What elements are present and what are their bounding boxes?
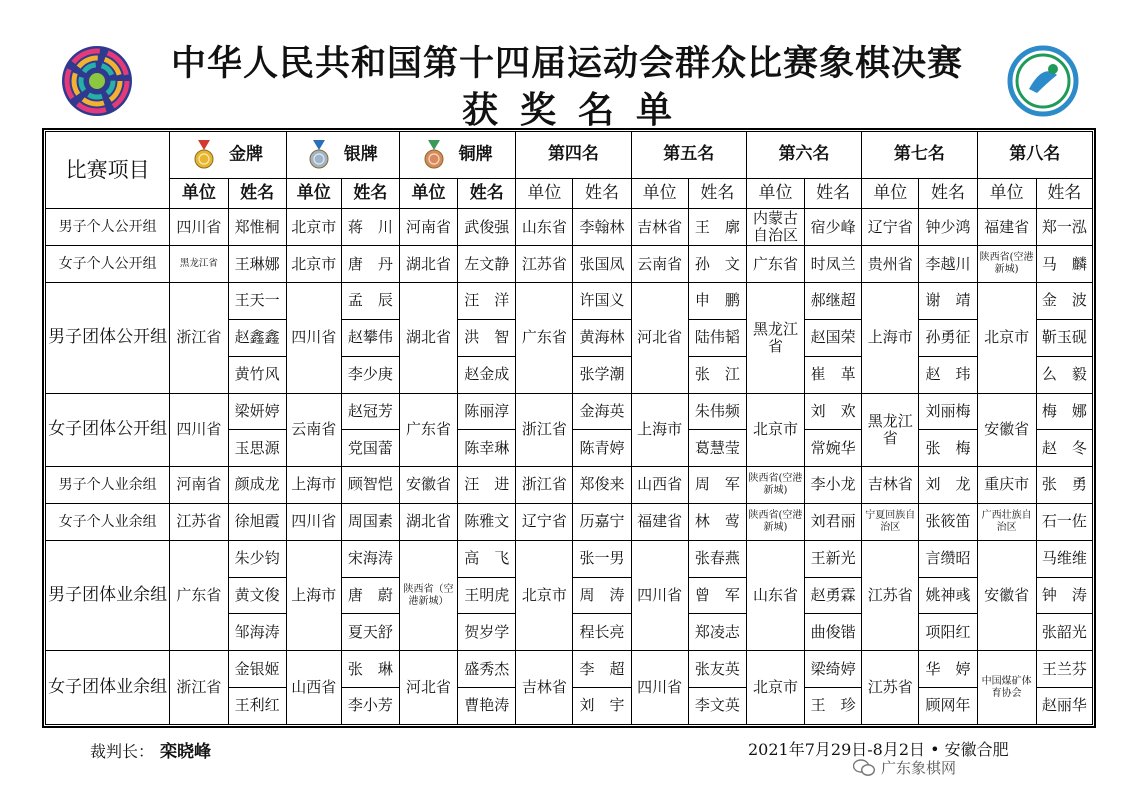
unit-cell: 吉林省 <box>631 209 688 246</box>
table-row <box>46 467 1093 504</box>
name-cell: 李小芳 <box>341 688 399 725</box>
unit-cell: 四川省 <box>170 209 228 246</box>
name-cell: 梅 娜 <box>1036 393 1092 430</box>
rank-label: 铜牌 <box>458 144 493 165</box>
unit-header: 单位 <box>170 179 228 209</box>
name-cell: 颜成龙 <box>228 467 286 504</box>
name-header: 姓名 <box>688 179 746 209</box>
name-cell: 李少庚 <box>341 356 399 393</box>
name-cell: 刘君丽 <box>805 503 862 540</box>
name-cell: 许国义 <box>573 283 631 320</box>
rank-label: 第六名 <box>778 144 830 165</box>
unit-cell: 广东省 <box>516 283 573 393</box>
unit-cell: 内蒙古自治区 <box>746 209 804 246</box>
unit-cell: 浙江省 <box>170 651 228 725</box>
name-cell: 李文英 <box>688 688 746 725</box>
name-cell: 张国凤 <box>573 246 631 283</box>
unit-cell: 四川省 <box>631 540 688 650</box>
name-cell: 徐旭霞 <box>228 503 286 540</box>
name-cell: 王兰芬 <box>1036 651 1092 688</box>
table-row <box>46 246 1093 283</box>
unit-cell: 安徽省 <box>977 393 1036 467</box>
rank-header <box>516 132 631 179</box>
unit-cell: 广东省 <box>746 246 804 283</box>
page-title: 中华人民共和国第十四届运动会群众比赛象棋决赛 <box>170 44 963 84</box>
unit-cell: 北京市 <box>286 209 341 246</box>
unit-cell: 四川省 <box>286 503 341 540</box>
name-cell: 赵丽华 <box>1036 688 1092 725</box>
name-cell: 玉思源 <box>228 430 286 467</box>
rank-header <box>631 132 746 179</box>
name-cell: 唐 丹 <box>341 246 399 283</box>
unit-cell: 江苏省 <box>862 540 919 650</box>
name-cell: 黄竹风 <box>228 356 286 393</box>
unit-cell: 湖北省 <box>399 283 457 393</box>
unit-header: 单位 <box>862 179 919 209</box>
unit-header: 单位 <box>516 179 573 209</box>
name-cell: 葛慧莹 <box>688 430 746 467</box>
name-cell: 陈雅文 <box>458 503 516 540</box>
table-row <box>46 651 1093 688</box>
unit-cell: 福建省 <box>977 209 1036 246</box>
name-cell: 张 琳 <box>341 651 399 688</box>
unit-cell: 上海市 <box>631 393 688 467</box>
name-cell: 贺岁学 <box>458 614 516 651</box>
name-cell: 陈丽淳 <box>458 393 516 430</box>
name-cell: 周 涛 <box>573 577 631 614</box>
rank-header <box>286 132 399 179</box>
referee <box>90 737 211 762</box>
name-cell: 洪 智 <box>458 319 516 356</box>
name-cell: 郑凌志 <box>688 614 746 651</box>
unit-cell: 宁夏回族自治区 <box>862 503 919 540</box>
name-cell: 王利红 <box>228 688 286 725</box>
name-cell: 黄海林 <box>573 319 631 356</box>
name-cell: 左文静 <box>458 246 516 283</box>
unit-cell: 吉林省 <box>862 467 919 504</box>
name-header: 姓名 <box>458 179 516 209</box>
event-name: 女子个人公开组 <box>46 246 170 283</box>
unit-cell: 河南省 <box>170 467 228 504</box>
name-cell: 孙 文 <box>688 246 746 283</box>
event-name: 女子个人业余组 <box>46 503 170 540</box>
name-cell: 常婉华 <box>805 430 862 467</box>
name-cell: 金海英 <box>573 393 631 430</box>
name-cell: 张 江 <box>688 356 746 393</box>
rank-label: 第四名 <box>547 144 599 165</box>
name-cell: 石一佐 <box>1036 503 1092 540</box>
name-cell: 宋海涛 <box>341 540 399 577</box>
name-cell: 朱伟频 <box>688 393 746 430</box>
rank-label: 金牌 <box>229 144 263 165</box>
header-row-ranks <box>46 132 1093 179</box>
table-row <box>46 283 1093 320</box>
unit-cell: 重庆市 <box>977 467 1036 504</box>
name-cell: 刘丽梅 <box>919 393 977 430</box>
unit-cell: 北京市 <box>977 283 1036 393</box>
unit-cell: 云南省 <box>631 246 688 283</box>
unit-cell: 黑龙江省 <box>746 283 804 393</box>
unit-cell: 河南省 <box>399 209 457 246</box>
date-place: 2021年7月29日-8月2日 • 安徽合肥 <box>748 740 1009 759</box>
unit-cell: 广东省 <box>170 540 228 650</box>
name-cell: 赵勇霖 <box>805 577 862 614</box>
name-cell: 马维维 <box>1036 540 1092 577</box>
unit-cell: 陕西省(空港新城) <box>746 503 804 540</box>
name-cell: 宿少峰 <box>805 209 862 246</box>
name-cell: 郑惟桐 <box>228 209 286 246</box>
unit-cell: 中国煤矿体育协会 <box>977 651 1036 725</box>
watermark <box>853 757 956 778</box>
rank-label: 银牌 <box>343 144 378 165</box>
unit-header: 单位 <box>286 179 341 209</box>
name-cell: 王新光 <box>805 540 862 577</box>
unit-cell: 河北省 <box>631 283 688 393</box>
name-cell: 谢 靖 <box>919 283 977 320</box>
unit-cell: 北京市 <box>286 246 341 283</box>
event-name: 男子团体公开组 <box>46 283 170 393</box>
name-cell: 张友英 <box>688 651 746 688</box>
name-cell: 赵冠芳 <box>341 393 399 430</box>
name-cell: 张 梅 <box>919 430 977 467</box>
name-cell: 钟 涛 <box>1036 577 1092 614</box>
table-row <box>46 540 1093 577</box>
name-cell: 黄文俊 <box>228 577 286 614</box>
unit-cell: 贵州省 <box>862 246 919 283</box>
name-cell: 金银姬 <box>228 651 286 688</box>
name-header: 姓名 <box>341 179 399 209</box>
name-cell: 刘 欢 <box>805 393 862 430</box>
page-subtitle: 获奖名单 <box>461 90 694 131</box>
name-cell: 唐 蔚 <box>341 577 399 614</box>
name-cell: 李小龙 <box>805 467 862 504</box>
unit-cell: 浙江省 <box>516 467 573 504</box>
unit-cell: 江苏省 <box>862 651 919 725</box>
name-cell: 王明虎 <box>458 577 516 614</box>
name-cell: 李 超 <box>573 651 631 688</box>
unit-cell: 陕西省（空港新城） <box>399 540 457 650</box>
name-cell: 汪 进 <box>458 467 516 504</box>
name-cell: 郑一泓 <box>1036 209 1092 246</box>
name-cell: 张学潮 <box>573 356 631 393</box>
name-cell: 赵鑫鑫 <box>228 319 286 356</box>
name-cell: 王 珍 <box>805 688 862 725</box>
rank-header <box>399 132 515 179</box>
name-cell: 郑俊来 <box>573 467 631 504</box>
name-cell: 张筱笛 <box>919 503 977 540</box>
name-cell: 邹海涛 <box>228 614 286 651</box>
name-cell: 党国蕾 <box>341 430 399 467</box>
unit-cell: 福建省 <box>631 503 688 540</box>
referee-name: 栾晓峰 <box>160 742 212 762</box>
name-cell: 历嘉宁 <box>573 503 631 540</box>
name-cell: 朱少钧 <box>228 540 286 577</box>
name-cell: 项阳红 <box>919 614 977 651</box>
name-cell: 赵国荣 <box>805 319 862 356</box>
rank-label: 第七名 <box>893 144 945 165</box>
table-row <box>46 209 1093 246</box>
name-cell: 申 鹏 <box>688 283 746 320</box>
name-cell: 郝继超 <box>805 283 862 320</box>
unit-cell: 湖北省 <box>399 503 457 540</box>
unit-cell: 安徽省 <box>977 540 1036 650</box>
unit-cell: 山西省 <box>286 651 341 725</box>
unit-cell: 山东省 <box>746 540 804 650</box>
event-name: 男子个人公开组 <box>46 209 170 246</box>
name-cell: 言缵昭 <box>919 540 977 577</box>
gold-medal-icon <box>193 140 215 170</box>
unit-cell: 北京市 <box>516 540 573 650</box>
unit-cell: 河北省 <box>399 651 457 725</box>
name-cell: 张韶光 <box>1036 614 1092 651</box>
name-header: 姓名 <box>228 179 286 209</box>
name-cell: 时凤兰 <box>805 246 862 283</box>
event-name: 女子团体业余组 <box>46 651 170 725</box>
name-cell: 马 麟 <box>1036 246 1092 283</box>
name-cell: 周国素 <box>341 503 399 540</box>
name-cell: 刘 宇 <box>573 688 631 725</box>
unit-cell: 上海市 <box>862 283 919 393</box>
table-row <box>46 393 1093 430</box>
name-cell: 赵 冬 <box>1036 430 1092 467</box>
name-cell: 王天一 <box>228 283 286 320</box>
name-cell: 李翰林 <box>573 209 631 246</box>
name-cell: 钟少鸿 <box>919 209 977 246</box>
name-cell: 曲俊锴 <box>805 614 862 651</box>
unit-cell: 黑龙江省 <box>862 393 919 467</box>
name-cell: 华 婷 <box>919 651 977 688</box>
unit-cell: 四川省 <box>286 283 341 393</box>
name-header: 姓名 <box>805 179 862 209</box>
referee-label: 裁判长： <box>90 742 155 761</box>
unit-cell: 四川省 <box>631 651 688 725</box>
unit-cell: 广西壮族自治区 <box>977 503 1036 540</box>
name-cell: 赵 玮 <box>919 356 977 393</box>
watermark-text: 广东象棋网 <box>881 759 957 777</box>
award-table <box>45 131 1093 725</box>
rank-header <box>170 132 286 179</box>
header-row-fields <box>46 179 1093 209</box>
name-cell: 陈幸琳 <box>458 430 516 467</box>
name-cell: 孟 辰 <box>341 283 399 320</box>
name-cell: 汪 洋 <box>458 283 516 320</box>
unit-header: 单位 <box>399 179 457 209</box>
name-cell: 陆伟韬 <box>688 319 746 356</box>
unit-cell: 广东省 <box>399 393 457 467</box>
category-header: 比赛项目 <box>46 132 170 209</box>
name-cell: 李越川 <box>919 246 977 283</box>
event-name: 男子团体业余组 <box>46 540 170 650</box>
event-name: 女子团体公开组 <box>46 393 170 467</box>
name-cell: 赵金成 <box>458 356 516 393</box>
unit-cell: 陕西省(空港新城) <box>746 467 804 504</box>
event-name: 男子个人业余组 <box>46 467 170 504</box>
name-cell: 周 军 <box>688 467 746 504</box>
unit-cell: 江苏省 <box>170 503 228 540</box>
name-cell: 张春燕 <box>688 540 746 577</box>
name-header: 姓名 <box>1036 179 1092 209</box>
unit-cell: 云南省 <box>286 393 341 467</box>
rank-label: 第五名 <box>663 144 715 165</box>
unit-header: 单位 <box>746 179 804 209</box>
name-cell: 顾网年 <box>919 688 977 725</box>
name-cell: 姚神彧 <box>919 577 977 614</box>
unit-cell: 浙江省 <box>516 393 573 467</box>
name-cell: 孙勇征 <box>919 319 977 356</box>
unit-cell: 浙江省 <box>170 283 228 393</box>
unit-cell: 安徽省 <box>399 467 457 504</box>
rank-header <box>977 132 1092 179</box>
name-cell: 刘 龙 <box>919 467 977 504</box>
rank-header <box>862 132 977 179</box>
name-cell: 么 毅 <box>1036 356 1092 393</box>
name-cell: 武俊强 <box>458 209 516 246</box>
name-cell: 张一男 <box>573 540 631 577</box>
unit-cell: 上海市 <box>286 540 341 650</box>
unit-cell: 辽宁省 <box>516 503 573 540</box>
rank-label: 第八名 <box>1009 144 1061 165</box>
name-cell: 高 飞 <box>458 540 516 577</box>
name-cell: 曹艳涛 <box>458 688 516 725</box>
name-cell: 崔 革 <box>805 356 862 393</box>
unit-cell: 陕西省(空港新城) <box>977 246 1036 283</box>
name-cell: 蒋 川 <box>341 209 399 246</box>
unit-cell: 江苏省 <box>516 246 573 283</box>
name-cell: 顾智恺 <box>341 467 399 504</box>
unit-cell: 吉林省 <box>516 651 573 725</box>
name-cell: 王 廓 <box>688 209 746 246</box>
rank-header <box>746 132 861 179</box>
name-cell: 梁妍婷 <box>228 393 286 430</box>
name-cell: 陈青婷 <box>573 430 631 467</box>
name-cell: 林 莺 <box>688 503 746 540</box>
unit-cell: 湖北省 <box>399 246 457 283</box>
unit-header: 单位 <box>631 179 688 209</box>
name-cell: 张 勇 <box>1036 467 1092 504</box>
name-cell: 金 波 <box>1036 283 1092 320</box>
unit-cell: 辽宁省 <box>862 209 919 246</box>
name-cell: 靳玉砚 <box>1036 319 1092 356</box>
unit-cell: 山东省 <box>516 209 573 246</box>
name-cell: 赵攀伟 <box>341 319 399 356</box>
name-cell: 曾 军 <box>688 577 746 614</box>
unit-cell: 北京市 <box>746 651 804 725</box>
name-cell: 程长亮 <box>573 614 631 651</box>
unit-cell: 山西省 <box>631 467 688 504</box>
wechat-icon <box>853 759 875 777</box>
table-row <box>46 503 1093 540</box>
name-header: 姓名 <box>919 179 977 209</box>
name-cell: 梁绮婷 <box>805 651 862 688</box>
name-header: 姓名 <box>573 179 631 209</box>
unit-cell: 黑龙江省 <box>170 246 228 283</box>
unit-cell: 四川省 <box>170 393 228 467</box>
name-cell: 王琳娜 <box>228 246 286 283</box>
unit-header: 单位 <box>977 179 1036 209</box>
unit-cell: 北京市 <box>746 393 804 467</box>
silver-medal-icon <box>308 140 330 170</box>
name-cell: 盛秀杰 <box>458 651 516 688</box>
unit-cell: 上海市 <box>286 467 341 504</box>
bronze-medal-icon <box>423 140 445 170</box>
name-cell: 夏天舒 <box>341 614 399 651</box>
